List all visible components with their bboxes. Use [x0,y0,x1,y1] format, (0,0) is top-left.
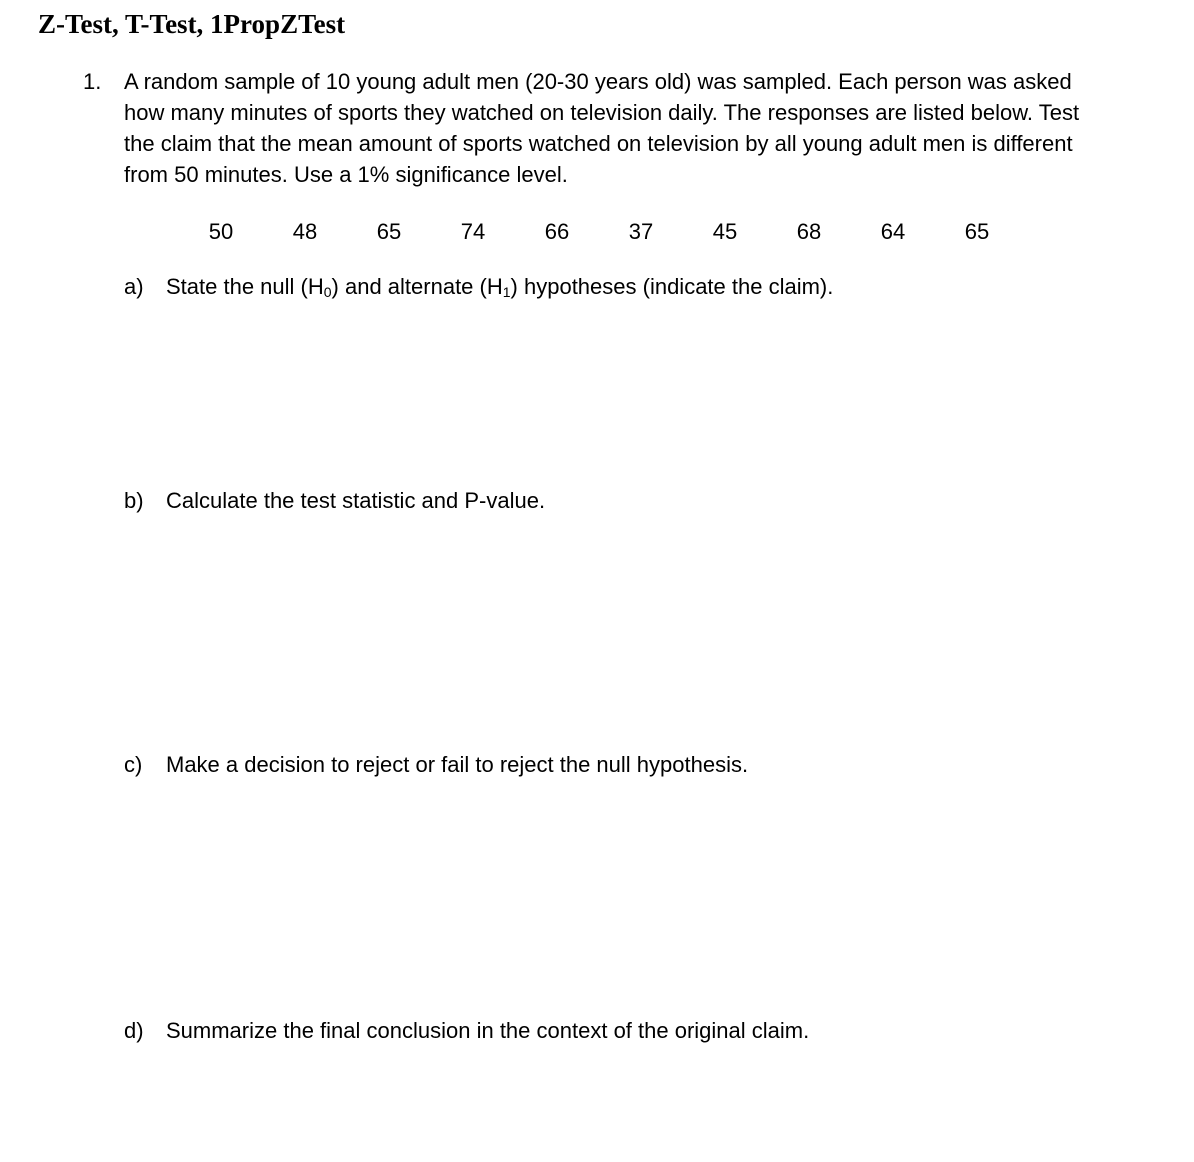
part-b [0,485,1194,517]
part-b-letter: b) [124,488,144,513]
part-c-letter: c) [124,752,143,777]
data-values-row [0,216,1194,248]
part-a [0,271,1194,303]
h0-subscript: 0 [323,284,332,300]
part-a-text-segment: ) hypotheses (indicate the claim). [510,274,834,299]
data-value: 64 [880,219,906,244]
part-a-letter: a) [124,274,144,299]
part-d [0,1015,1194,1047]
part-d-letter: d) [124,1018,144,1043]
part-c-text: Make a decision to reject or fail to reject the null hypothesis. [166,752,749,777]
data-value: 74 [460,219,486,244]
part-b-text: Calculate the test statistic and P-value. [166,488,546,513]
question-number: 1. [83,69,102,94]
data-value: 45 [712,219,738,244]
data-value: 68 [796,219,822,244]
data-value: 50 [208,219,234,244]
part-a-text-segment: ) and alternate (H [331,274,503,299]
data-value: 48 [292,219,318,244]
part-a-text-segment: State the null (H [166,274,324,299]
data-value: 37 [628,219,654,244]
data-value: 65 [376,219,402,244]
data-value: 65 [964,219,990,244]
h1-subscript: 1 [502,284,511,300]
question-text: A random sample of 10 young adult men (20-30 years old) was sampled. Each person was asked how many minutes of sports they watched on television daily. The responses are listed below. Test the claim that the mean amount of sports watched on television by all young adult men is different from 50 minutes. Use a 1% significance level. [124,69,1080,187]
page-title: Z-Test, T-Test, 1PropZTest [38,9,346,39]
data-value: 66 [544,219,570,244]
part-d-text: Summarize the final conclusion in the context of the original claim. [166,1018,810,1043]
part-a-text [166,271,833,308]
part-c [0,749,1194,781]
